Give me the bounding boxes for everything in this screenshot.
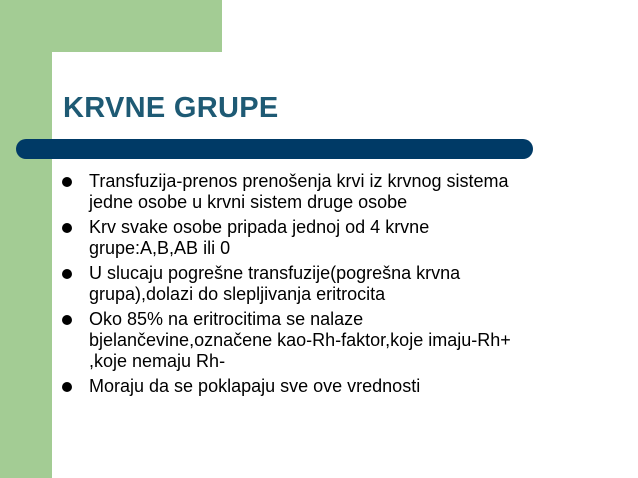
bullet-line: ,koje nemaju Rh-: [89, 351, 226, 371]
bullet-dot-icon: [62, 177, 72, 187]
bullet-item: [60, 309, 620, 372]
bullet-line: bjelančevine,označene kao-Rh-faktor,koje imaju-Rh+: [89, 330, 511, 350]
slide-title: KRVNE GRUPE: [63, 92, 279, 124]
bullet-line: Oko 85% na eritrocitima se nalaze: [89, 309, 364, 329]
bullet-line: jedne osobe u krvni sistem druge osobe: [89, 192, 408, 212]
bullet-line: grupa),dolazi do slepljivanja eritrocita: [89, 284, 386, 304]
green-top-block: [0, 0, 222, 52]
title-underline-bar: [16, 139, 533, 159]
bullet-dot-icon: [62, 269, 72, 279]
bullet-line: U slucaju pogrešne transfuzije(pogrešna krvna: [89, 263, 461, 283]
bullet-dot-icon: [62, 382, 72, 392]
bullet-line: Transfuzija-prenos prenošenja krvi iz krvnog sistema: [89, 171, 509, 191]
bullet-item: [60, 217, 620, 259]
bullet-line: grupe:A,B,AB ili 0: [89, 238, 231, 258]
bullet-item: [60, 171, 620, 213]
bullet-dot-icon: [62, 315, 72, 325]
green-left-band: [0, 0, 52, 478]
bullet-line: Moraju da se poklapaju sve ove vrednosti: [89, 376, 421, 396]
bullet-line: Krv svake osobe pripada jednoj od 4 krvne: [89, 217, 430, 237]
bullet-item: [60, 263, 620, 305]
bullet-dot-icon: [62, 223, 72, 233]
bullet-item: [60, 376, 620, 397]
bullet-list: [60, 171, 620, 401]
